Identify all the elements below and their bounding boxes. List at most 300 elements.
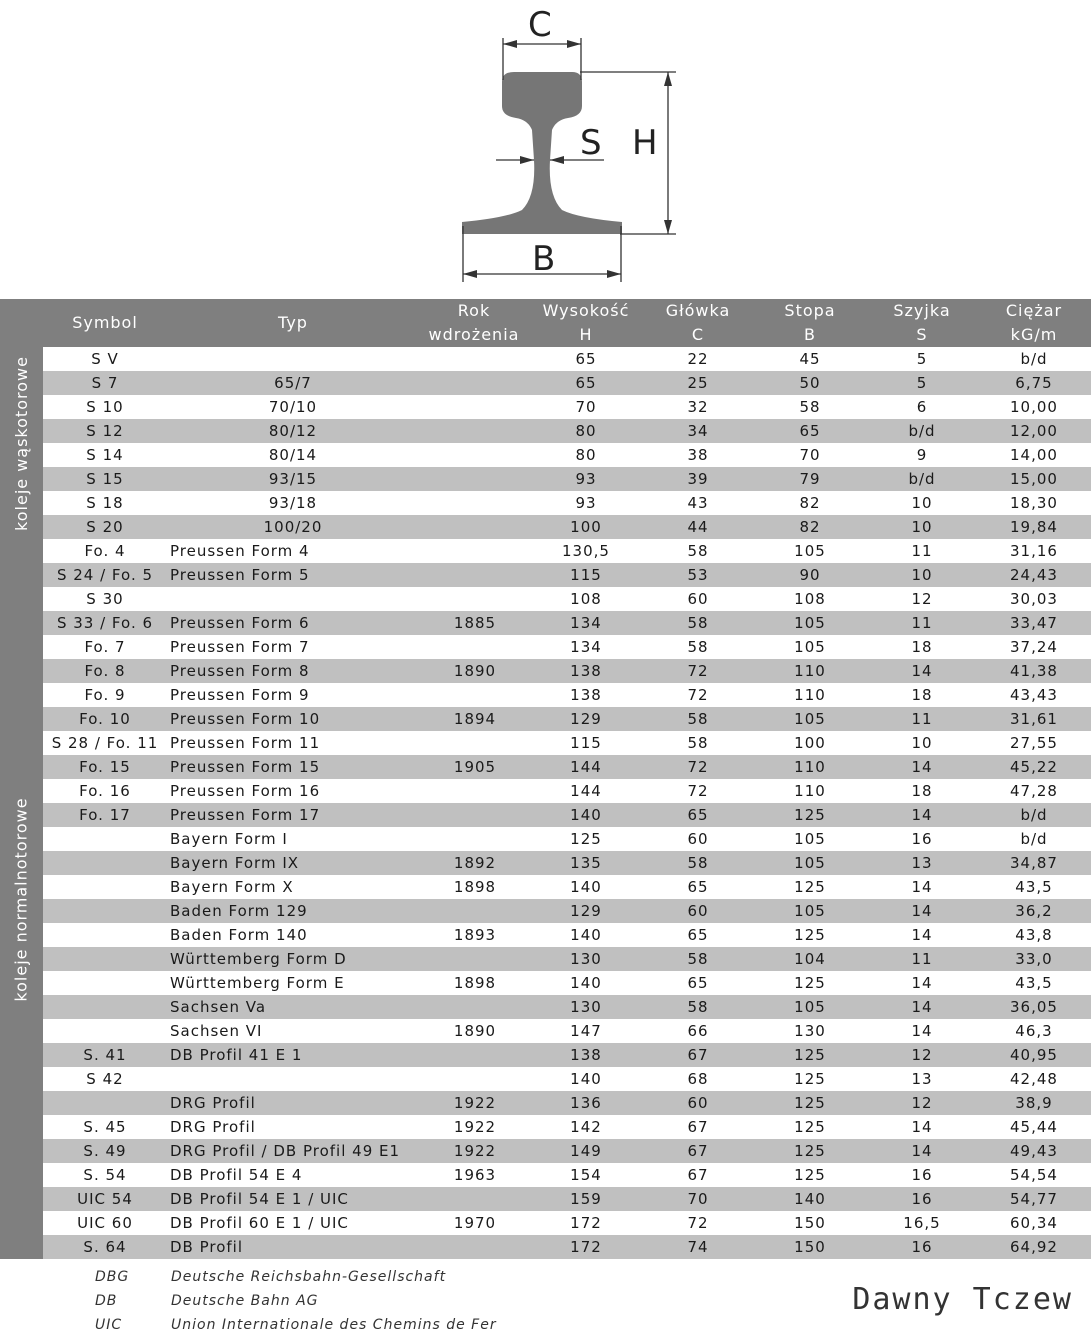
cell-height: 108 (570, 590, 602, 608)
cell-foot: 104 (794, 950, 826, 968)
cell-year (425, 995, 525, 1019)
cell-symbol: S 7 (91, 374, 119, 392)
cell-web: 9 (916, 446, 928, 464)
cell-height: 140 (570, 806, 602, 824)
cell-weight: 10,00 (1010, 398, 1058, 416)
cell-web: 13 (911, 854, 933, 872)
cell-web: 10 (911, 566, 933, 584)
cell-year: 1893 (453, 926, 497, 944)
cell-weight: 19,84 (1010, 518, 1058, 536)
cell-weight: 27,55 (1010, 734, 1058, 752)
cell-symbol: Fo. 4 (84, 542, 126, 560)
cell-head: 39 (687, 470, 709, 488)
header-symbol (43, 299, 167, 347)
cell-year: 1890 (453, 1022, 497, 1040)
cell-height: 134 (570, 638, 602, 656)
cell-height: 149 (570, 1142, 602, 1160)
cell-foot: 125 (794, 806, 826, 824)
cell-head: 25 (687, 374, 709, 392)
cell-foot: 105 (794, 830, 826, 848)
cell-foot: 105 (794, 854, 826, 872)
cell-foot: 58 (799, 398, 821, 416)
cell-height: 93 (575, 494, 597, 512)
cell-symbol: UIC 60 (77, 1214, 133, 1232)
cell-height: 135 (570, 854, 602, 872)
table-row (43, 827, 1091, 851)
cell-foot: 105 (794, 614, 826, 632)
cell-web: 14 (911, 878, 933, 896)
cell-year (425, 371, 525, 395)
cell-symbol: S. 54 (83, 1166, 127, 1184)
cell-year: 1922 (453, 1142, 497, 1160)
cell-year (425, 395, 525, 419)
cell-height: 130 (570, 950, 602, 968)
cell-web: 14 (911, 662, 933, 680)
cell-weight: 43,5 (1015, 974, 1053, 992)
cell-foot: 100 (794, 734, 826, 752)
cell-type: Preussen Form 11 (170, 734, 321, 752)
cell-head: 72 (687, 662, 709, 680)
cell-symbol: Fo. 9 (84, 686, 126, 704)
cell-head: 44 (687, 518, 709, 536)
cell-height: 140 (570, 1070, 602, 1088)
cell-foot: 125 (794, 1166, 826, 1184)
table-row (43, 875, 1091, 899)
cell-web: 11 (911, 614, 933, 632)
cell-weight: 31,61 (1010, 710, 1058, 728)
cell-year (425, 731, 525, 755)
cell-web: 11 (911, 950, 933, 968)
cell-head: 22 (687, 350, 709, 368)
cell-web: 14 (911, 758, 933, 776)
table-row (43, 995, 1091, 1019)
cell-foot: 50 (799, 374, 821, 392)
cell-web: 14 (911, 902, 933, 920)
cell-height: 140 (570, 926, 602, 944)
cell-web: 11 (911, 542, 933, 560)
cell-type: DB Profil 54 E 4 (170, 1166, 303, 1184)
cell-foot: 125 (794, 1142, 826, 1160)
cell-height: 65 (575, 374, 597, 392)
cell-symbol (43, 995, 167, 1019)
header-rok-line2: wdrożenia (428, 325, 520, 344)
cell-head: 67 (687, 1046, 709, 1064)
table-row (43, 1211, 1091, 1235)
cell-type: Preussen Form 5 (170, 566, 310, 584)
table-row (43, 395, 1091, 419)
cell-height: 115 (570, 566, 602, 584)
cell-head: 74 (687, 1238, 709, 1256)
cell-weight: 54,54 (1010, 1166, 1058, 1184)
cell-weight: 47,28 (1010, 782, 1058, 800)
table-row (43, 419, 1091, 443)
cell-year (425, 635, 525, 659)
cell-weight: 46,3 (1015, 1022, 1053, 1040)
cell-head: 58 (687, 542, 709, 560)
cell-web: b/d (908, 470, 936, 488)
cell-weight: 18,30 (1010, 494, 1058, 512)
cell-type: Preussen Form 9 (170, 686, 310, 704)
table-row (43, 587, 1091, 611)
cell-symbol: S 28 / Fo. 11 (51, 734, 159, 752)
cell-foot: 79 (799, 470, 821, 488)
cell-weight: 43,8 (1015, 926, 1053, 944)
cell-symbol (43, 899, 167, 923)
cell-foot: 125 (794, 974, 826, 992)
cell-head: 68 (687, 1070, 709, 1088)
cell-web: 6 (916, 398, 928, 416)
cell-web: 16 (911, 1238, 933, 1256)
table-row (43, 779, 1091, 803)
cell-weight: 33,0 (1015, 950, 1053, 968)
cell-web: 16,5 (903, 1214, 941, 1232)
cell-weight: 45,22 (1010, 758, 1058, 776)
table-row (43, 1019, 1091, 1043)
cell-head: 38 (687, 446, 709, 464)
cell-symbol: S. 41 (83, 1046, 127, 1064)
table-row (43, 803, 1091, 827)
cell-type: 80/12 (268, 422, 318, 440)
cell-type: Preussen Form 10 (170, 710, 321, 728)
cell-web: 10 (911, 518, 933, 536)
table-row (43, 1115, 1091, 1139)
header-foot-line1: Stopa (784, 301, 836, 320)
cell-weight: 37,24 (1010, 638, 1058, 656)
cell-foot: 140 (794, 1190, 826, 1208)
table-row (43, 1187, 1091, 1211)
cell-year: 1890 (453, 662, 497, 680)
cell-foot: 82 (799, 518, 821, 536)
cell-height: 129 (570, 710, 602, 728)
cell-web: 16 (911, 1190, 933, 1208)
table-row (43, 539, 1091, 563)
table-row (43, 467, 1091, 491)
cell-height: 80 (575, 446, 597, 464)
table-row (43, 371, 1091, 395)
cell-symbol: S V (91, 350, 119, 368)
table-row (43, 731, 1091, 755)
cell-head: 65 (687, 974, 709, 992)
cell-foot: 105 (794, 638, 826, 656)
table-row (43, 443, 1091, 467)
cell-weight: 24,43 (1010, 566, 1058, 584)
cell-height: 93 (575, 470, 597, 488)
header-typ (170, 299, 416, 347)
cell-web: 10 (911, 494, 933, 512)
table-row (43, 851, 1091, 875)
cell-year (425, 1187, 525, 1211)
rail-table-body (43, 347, 1091, 1259)
cell-year (425, 1235, 525, 1259)
cell-head: 65 (687, 806, 709, 824)
cell-height: 136 (570, 1094, 602, 1112)
cell-symbol (43, 923, 167, 947)
cell-head: 60 (687, 590, 709, 608)
cell-foot: 125 (794, 1046, 826, 1064)
cell-type: Bayern Form I (170, 830, 288, 848)
cell-head: 32 (687, 398, 709, 416)
cell-type: Bayern Form X (170, 878, 294, 896)
cell-weight: 64,92 (1010, 1238, 1058, 1256)
cell-year (425, 347, 525, 371)
legend-abbr: DBG (95, 1269, 130, 1285)
cell-year (425, 779, 525, 803)
cell-height: 140 (570, 878, 602, 896)
cell-height: 134 (570, 614, 602, 632)
cell-foot: 65 (799, 422, 821, 440)
table-row (43, 515, 1091, 539)
cell-type: Sachsen VI (170, 1022, 263, 1040)
cell-symbol (43, 1091, 167, 1115)
header-height-line2: H (579, 325, 593, 344)
cell-height: 130 (570, 998, 602, 1016)
cell-weight: 54,77 (1010, 1190, 1058, 1208)
header-web-line2: S (916, 325, 928, 344)
cell-web: 14 (911, 1142, 933, 1160)
header-web-line1: Szyjka (893, 301, 951, 320)
cell-head: 58 (687, 998, 709, 1016)
cell-web: 5 (916, 350, 928, 368)
cell-year (425, 419, 525, 443)
cell-type: DRG Profil / DB Profil 49 E1 (170, 1142, 401, 1160)
cell-height: 125 (570, 830, 602, 848)
cell-type: DB Profil 41 E 1 (170, 1046, 303, 1064)
cell-height: 129 (570, 902, 602, 920)
cell-type: Baden Form 129 (170, 902, 308, 920)
cell-symbol: S 10 (86, 398, 124, 416)
cell-type: Preussen Form 15 (170, 758, 321, 776)
header-head-line1: Główka (665, 301, 731, 320)
cell-foot: 110 (794, 782, 826, 800)
cell-weight: 12,00 (1010, 422, 1058, 440)
cell-year: 1922 (453, 1118, 497, 1136)
cell-foot: 105 (794, 542, 826, 560)
cell-type: Preussen Form 17 (170, 806, 321, 824)
cell-year (425, 467, 525, 491)
legend-full: Union Internationale des Chemins de Fer (171, 1317, 497, 1333)
cell-web: 14 (911, 998, 933, 1016)
cell-head: 60 (687, 902, 709, 920)
cell-year: 1885 (453, 614, 497, 632)
cell-year (425, 491, 525, 515)
cell-year (425, 683, 525, 707)
cell-head: 58 (687, 638, 709, 656)
cell-type (170, 587, 460, 611)
cell-head: 58 (687, 854, 709, 872)
cell-year (425, 515, 525, 539)
cell-height: 100 (570, 518, 602, 536)
cell-head: 67 (687, 1118, 709, 1136)
table-header (0, 299, 1091, 347)
cell-weight: 43,5 (1015, 878, 1053, 896)
cell-head: 53 (687, 566, 709, 584)
cell-symbol: S 14 (86, 446, 124, 464)
cell-foot: 108 (794, 590, 826, 608)
cell-year: 1894 (453, 710, 497, 728)
cell-symbol (43, 947, 167, 971)
cell-type: Baden Form 140 (170, 926, 308, 944)
cell-foot: 130 (794, 1022, 826, 1040)
table-row (43, 1139, 1091, 1163)
header-symbol-label: Symbol (72, 313, 138, 332)
cell-height: 144 (570, 758, 602, 776)
group-label-narrow-gauge: koleje wąskotorowe (11, 355, 31, 531)
cell-type: Württemberg Form E (170, 974, 345, 992)
table-row (43, 1235, 1091, 1259)
cell-symbol: S 20 (86, 518, 124, 536)
cell-head: 58 (687, 950, 709, 968)
cell-year (425, 563, 525, 587)
table-row (43, 947, 1091, 971)
cell-web: 16 (911, 830, 933, 848)
header-foot-line2: B (804, 325, 816, 344)
cell-symbol: Fo. 17 (79, 806, 131, 824)
cell-head: 43 (687, 494, 709, 512)
cell-height: 159 (570, 1190, 602, 1208)
cell-type: Preussen Form 16 (170, 782, 321, 800)
cell-type: 70/10 (268, 398, 318, 416)
cell-year: 1892 (453, 854, 497, 872)
rail-profile-diagram (0, 0, 1091, 300)
legend-full: Deutsche Reichsbahn-Gesellschaft (171, 1269, 447, 1285)
cell-symbol (43, 971, 167, 995)
cell-weight: 45,44 (1010, 1118, 1058, 1136)
cell-height: 142 (570, 1118, 602, 1136)
cell-type: DB Profil 60 E 1 / UIC (170, 1214, 349, 1232)
header-foot (755, 299, 865, 347)
cell-web: 14 (911, 1118, 933, 1136)
header-height (533, 299, 639, 347)
cell-web: 14 (911, 926, 933, 944)
cell-type: Sachsen Va (170, 998, 267, 1016)
cell-weight: 33,47 (1010, 614, 1058, 632)
cell-type: DRG Profil (170, 1118, 256, 1136)
cell-symbol: Fo. 8 (84, 662, 126, 680)
cell-weight: 43,43 (1010, 686, 1058, 704)
cell-height: 147 (570, 1022, 602, 1040)
cell-head: 65 (687, 926, 709, 944)
cell-type: 65/7 (274, 374, 312, 392)
cell-year: 1898 (453, 974, 497, 992)
legend-abbr: DB (95, 1293, 118, 1309)
cell-head: 58 (687, 614, 709, 632)
table-row (43, 347, 1091, 371)
cell-head: 72 (687, 782, 709, 800)
cell-height: 140 (570, 974, 602, 992)
cell-year: 1905 (453, 758, 497, 776)
cell-type: DB Profil 54 E 1 / UIC (170, 1190, 349, 1208)
cell-symbol (43, 875, 167, 899)
cell-type: 100/20 (263, 518, 323, 536)
header-web (867, 299, 977, 347)
cell-year: 1898 (453, 878, 497, 896)
table-row (43, 923, 1091, 947)
cell-head: 58 (687, 734, 709, 752)
dim-label-c: C (528, 5, 552, 45)
cell-head: 70 (687, 1190, 709, 1208)
cell-web: 14 (911, 1022, 933, 1040)
cell-weight: 36,05 (1010, 998, 1058, 1016)
cell-web: 18 (911, 686, 933, 704)
cell-foot: 110 (794, 758, 826, 776)
cell-foot: 125 (794, 878, 826, 896)
cell-head: 60 (687, 1094, 709, 1112)
cell-year: 1922 (453, 1094, 497, 1112)
table-row (43, 899, 1091, 923)
cell-foot: 105 (794, 902, 826, 920)
cell-head: 72 (687, 686, 709, 704)
header-head-line2: C (691, 325, 705, 344)
cell-weight: 6,75 (1015, 374, 1053, 392)
table-row (43, 563, 1091, 587)
cell-year: 1963 (453, 1166, 497, 1184)
cell-weight: 49,43 (1010, 1142, 1058, 1160)
cell-symbol: S 24 / Fo. 5 (56, 566, 154, 584)
table-row (43, 971, 1091, 995)
header-weight-line1: Ciężar (1005, 301, 1063, 320)
cell-type (170, 1067, 460, 1091)
legend-full: Deutsche Bahn AG (171, 1293, 319, 1309)
cell-symbol: UIC 54 (77, 1190, 133, 1208)
group-sidebar (0, 347, 43, 1259)
cell-symbol: S 33 / Fo. 6 (56, 614, 154, 632)
cell-height: 138 (570, 662, 602, 680)
cell-web: 10 (911, 734, 933, 752)
cell-weight: 40,95 (1010, 1046, 1058, 1064)
cell-year (425, 899, 525, 923)
cell-weight: 30,03 (1010, 590, 1058, 608)
cell-foot: 82 (799, 494, 821, 512)
cell-height: 154 (570, 1166, 602, 1184)
cell-foot: 105 (794, 998, 826, 1016)
cell-symbol (43, 851, 167, 875)
dim-label-h: H (632, 123, 658, 163)
cell-height: 172 (570, 1214, 602, 1232)
cell-symbol: S 15 (86, 470, 124, 488)
table-row (43, 491, 1091, 515)
cell-head: 65 (687, 878, 709, 896)
cell-web: 18 (911, 782, 933, 800)
cell-symbol: Fo. 15 (79, 758, 131, 776)
table-row (43, 755, 1091, 779)
cell-type: DRG Profil (170, 1094, 256, 1112)
cell-weight: b/d (1020, 806, 1048, 824)
cell-year (425, 803, 525, 827)
cell-foot: 125 (794, 926, 826, 944)
cell-head: 34 (687, 422, 709, 440)
cell-height: 172 (570, 1238, 602, 1256)
cell-year (425, 443, 525, 467)
cell-weight: 15,00 (1010, 470, 1058, 488)
cell-symbol: S. 49 (83, 1142, 127, 1160)
cell-weight: 14,00 (1010, 446, 1058, 464)
cell-height: 130,5 (562, 542, 610, 560)
cell-height: 138 (570, 1046, 602, 1064)
cell-foot: 150 (794, 1214, 826, 1232)
table-row (43, 1091, 1091, 1115)
cell-year (425, 1043, 525, 1067)
cell-symbol: S 12 (86, 422, 124, 440)
table-row (43, 707, 1091, 731)
cell-head: 67 (687, 1142, 709, 1160)
cell-foot: 125 (794, 1094, 826, 1112)
cell-head: 72 (687, 1214, 709, 1232)
site-brand: Dawny Tczew (852, 1282, 1073, 1317)
cell-height: 80 (575, 422, 597, 440)
cell-symbol: S. 64 (83, 1238, 127, 1256)
cell-symbol: Fo. 7 (84, 638, 126, 656)
cell-symbol (43, 1019, 167, 1043)
